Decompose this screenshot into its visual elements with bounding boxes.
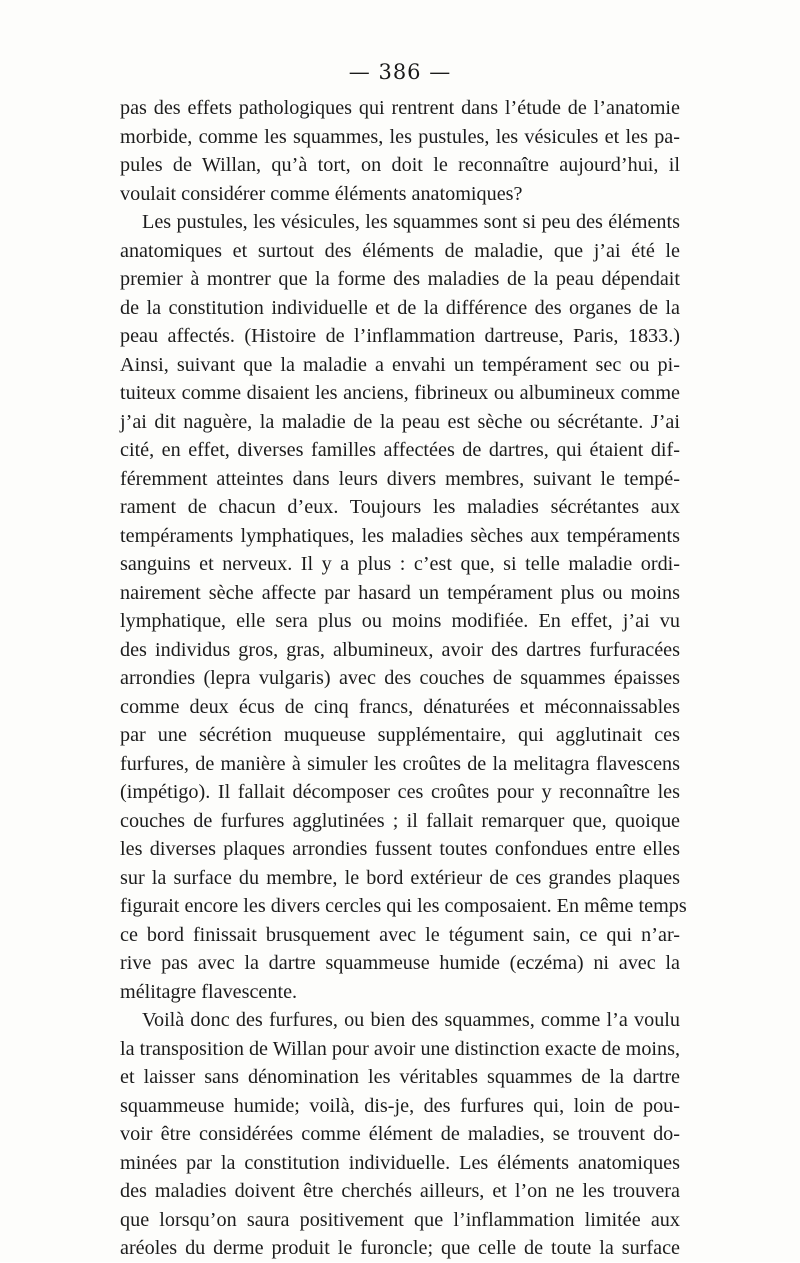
text-line: et laisser sans dénomination les véritables squammes de la dartre: [120, 1066, 680, 1088]
text-line: voulait considérer comme éléments anatomiques?: [120, 182, 523, 205]
text-line: la transposition de Willan pour avoir une distinction exacte de moins,: [120, 1037, 681, 1060]
text-line: rive pas avec la dartre squammeuse humide (eczéma) ni avec la: [120, 952, 680, 974]
text-line: minées par la constitution individuelle. Les éléments anatomiques: [120, 1151, 680, 1174]
body-text: [120, 94, 687, 1263]
text-line: pas des effets pathologiques qui rentrent dans l’étude de l’anatomie: [120, 97, 680, 119]
text-line: des maladies doivent être cherchés ailleurs, et l’on ne les trouvera: [120, 1180, 680, 1202]
text-line: que lorsqu’on saura positivement que l’inflammation limitée aux: [120, 1208, 680, 1231]
text-line: morbide, comme les squammes, les pustules, les vésicules et les pa-: [120, 125, 680, 148]
text-line: couches de furfures agglutinées ; il fallait remarquer que, quoique: [120, 809, 680, 832]
text-line: cité, en effet, diverses familles affectées de dartres, qui étaient dif-: [120, 439, 680, 461]
text-line: pules de Willan, qu’à tort, on doit le reconnaître aujourd’hui, il: [120, 154, 680, 176]
text-line: Les pustules, les vésicules, les squammes sont si peu des éléments: [142, 211, 680, 233]
text-line: tuiteux comme disaient les anciens, fibrineux ou albumineux comme: [120, 382, 680, 404]
text-line: ce bord finissait brusquement avec le tégument sain, ce qui n’ar-: [120, 923, 680, 946]
text-line: sanguins et nerveux. Il y a plus : c’est que, si telle maladie ordi-: [120, 553, 680, 575]
text-line: féremment atteintes dans leurs divers membres, suivant le tempé-: [120, 467, 680, 490]
text-line: anatomiques et surtout des éléments de maladie, que j’ai été le: [120, 239, 680, 262]
text-line: les diverses plaques arrondies fussent toutes confondues entre elles: [120, 838, 680, 860]
text-line: de la constitution individuelle et de la différence des organes de la: [120, 296, 680, 319]
text-line: Voilà donc des furfures, ou bien des squammes, comme l’a voulu: [142, 1009, 680, 1031]
text-line: peau affectés. (Histoire de l’inflammation dartreuse, Paris, 1833.): [120, 325, 680, 347]
text-line: arrondies (lepra vulgaris) avec des couches de squammes épaisses: [120, 667, 680, 689]
text-line: aréoles du derme produit le furoncle; que celle de toute la surface: [120, 1237, 680, 1259]
text-line: rament de chacun d’eux. Toujours les maladies sécrétantes aux: [120, 496, 680, 518]
text-line: Ainsi, suivant que la maladie a envahi un tempérament sec ou pi-: [120, 353, 680, 376]
text-line: voir être considérées comme élément de maladies, se trouvent do-: [120, 1123, 680, 1145]
text-line: sur la surface du membre, le bord extérieur de ces grandes plaques: [120, 866, 680, 889]
text-line: tempéraments lymphatiques, les maladies sèches aux tempéraments: [120, 524, 680, 547]
text-line: j’ai dit naguère, la maladie de la peau est sèche ou sécrétante. J’ai: [120, 410, 680, 433]
text-line: par une sécrétion muqueuse supplémentaire, qui agglutinait ces: [120, 724, 680, 746]
text-line: nairement sèche affecte par hasard un tempérament plus ou moins: [120, 581, 680, 604]
text-line: (impétigo). Il fallait décomposer ces croûtes pour y reconnaître les: [120, 781, 680, 803]
text-line: figurait encore les divers cercles qui les composaient. En même temps: [120, 895, 687, 917]
page-number: — 386 —: [348, 60, 452, 84]
text-line: des individus gros, gras, albumineux, avoir des dartres furfuracées: [120, 638, 680, 661]
text-line: comme deux écus de cinq francs, dénaturées et méconnaissables: [120, 695, 680, 718]
text-line: mélitagre flavescente.: [120, 980, 298, 1003]
text-line: squammeuse humide; voilà, dis-je, des furfures qui, loin de pou-: [120, 1094, 680, 1117]
text-line: furfures, de manière à simuler les croûtes de la melitagra flavescens: [120, 752, 680, 775]
text-line: lymphatique, elle sera plus ou moins modifiée. En effet, j’ai vu: [120, 610, 680, 632]
text-line: premier à montrer que la forme des maladies de la peau dépendait: [120, 268, 680, 290]
